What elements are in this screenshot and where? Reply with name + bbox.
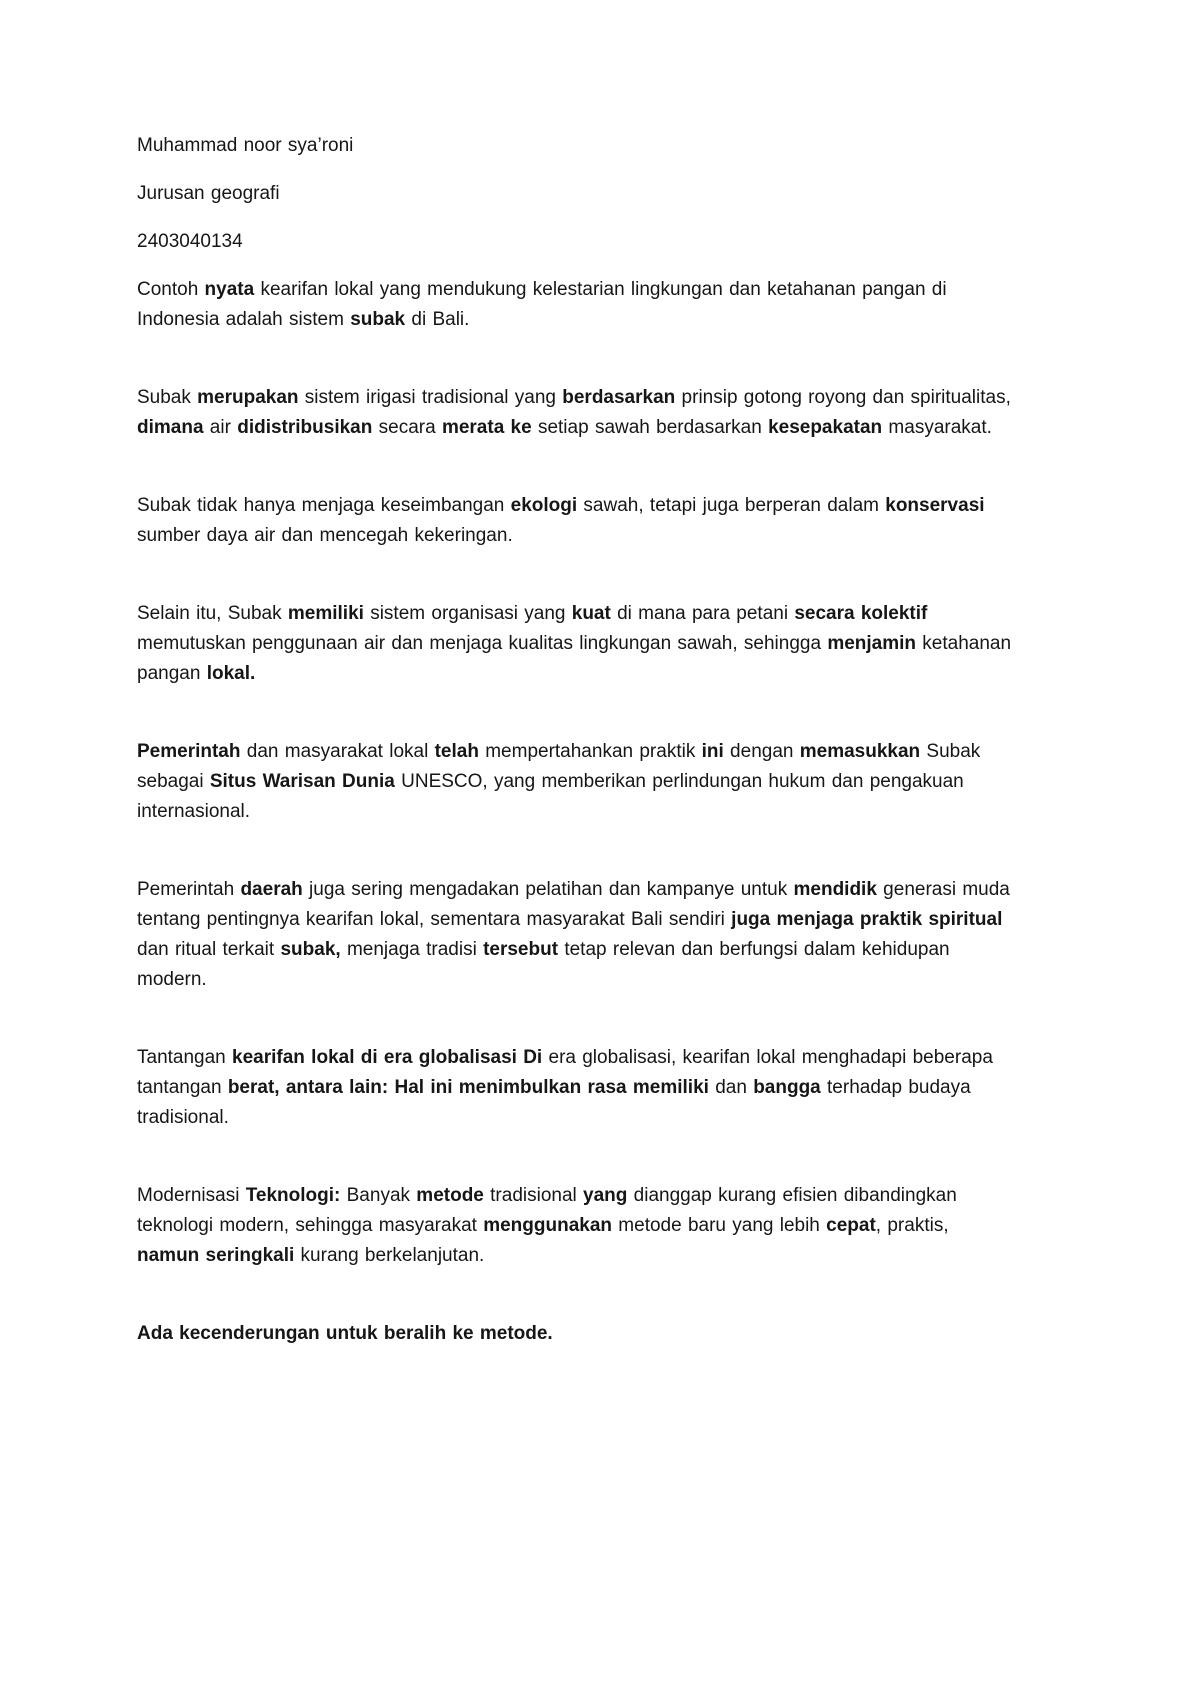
bold-text-run: ini [701,741,724,762]
department-line [137,179,1012,209]
bold-text-run: kearifan lokal di era globalisasi Di [232,1047,543,1068]
text-run: era globalisasi, kearifan lokal menghadapi beberapa tantangan [137,1047,993,1098]
student-id [137,227,1012,257]
bold-text-run: daerah [240,879,303,900]
bold-text-run: konservasi [885,495,985,516]
text-run: Subak tidak hanya menjaga keseimbangan [137,495,511,516]
text-run: tetap relevan dan berfungsi dalam kehidupan modern. [137,939,950,990]
text-run: Subak [137,387,198,408]
paragraph-subak-definition [137,383,1012,443]
bold-text-run: Situs Warisan Dunia [209,771,395,792]
text-run: dengan [723,741,800,762]
text-run: Selain itu, Subak [137,603,288,624]
bold-text-run: dimana [137,417,204,438]
paragraph-closing [137,1319,1012,1349]
bold-text-run: kesepakatan [768,417,883,438]
text-run: ketahanan pangan [137,633,1012,684]
paragraph-modernization [137,1181,1012,1271]
text-run: dan masyarakat lokal [240,741,435,762]
text-run: UNESCO, yang memberikan perlindungan hukum dan pengakuan internasional. [137,771,964,822]
text-run: sistem organisasi yang [363,603,572,624]
text-run: dianggap kurang efisien dibandingkan teknologi modern, sehingga masyarakat [137,1185,957,1236]
text-run: Muhammad noor sya’roni [137,135,354,156]
bold-text-run: merata ke [441,417,532,438]
bold-text-run: juga menjaga praktik spiritual [731,909,1003,930]
author-name [137,131,1012,161]
bold-text-run: tersebut [483,939,559,960]
bold-text-run: memiliki [287,603,364,624]
text-run: sawah, tetapi juga berperan dalam [577,495,886,516]
bold-text-run: cepat [826,1215,876,1236]
paragraph-subak-ecology [137,491,1012,551]
text-run: generasi muda tentang pentingnya kearifan lokal, sementara masyarakat Bali sendiri [137,879,1010,930]
text-run: setiap sawah berdasarkan [531,417,769,438]
text-run: kearifan lokal yang mendukung kelestarian lingkungan dan ketahanan pangan di Indonesia adalah sistem [137,279,947,330]
paragraph-subak-intro [137,275,1012,335]
bold-text-run: merupakan [197,387,299,408]
text-run: Subak sebagai [137,741,981,792]
bold-text-run: subak [350,309,406,330]
text-run: juga sering mengadakan pelatihan dan kampanye untuk [302,879,794,900]
bold-text-run: berdasarkan [562,387,676,408]
text-run: sumber daya air dan mencegah kekeringan. [137,525,513,546]
text-run: metode baru yang lebih [612,1215,827,1236]
bold-text-run: didistribusikan [237,417,373,438]
text-run: Jurusan geografi [137,183,280,204]
bold-text-run: lokal. [206,663,256,684]
paragraph-globalization-challenges [137,1043,1012,1133]
bold-text-run: bangga [753,1077,821,1098]
bold-text-run: yang [583,1185,628,1206]
bold-text-run: memasukkan [799,741,921,762]
paragraph-subak-organization [137,599,1012,689]
bold-text-run: namun seringkali [137,1245,295,1266]
text-run: air [203,417,238,438]
text-run: tradisional [483,1185,584,1206]
text-run: dan ritual terkait [137,939,281,960]
text-run: Contoh [137,279,205,300]
text-run: Pemerintah [137,879,241,900]
bold-text-run: nyata [204,279,255,300]
text-run: Modernisasi [137,1185,246,1206]
bold-text-run: menjamin [827,633,917,654]
paragraph-government-education [137,875,1012,995]
bold-text-run: mendidik [793,879,877,900]
text-run: terhadap budaya tradisional. [137,1077,971,1128]
bold-text-run: Ada kecenderungan untuk beralih ke metode. [137,1323,553,1344]
text-run: kurang berkelanjutan. [294,1245,485,1266]
text-run: prinsip gotong royong dan spiritualitas, [675,387,1011,408]
text-run: di Bali. [405,309,470,330]
text-run: dan [708,1077,754,1098]
text-run: , praktis, [875,1215,949,1236]
bold-text-run: ekologi [510,495,578,516]
text-run: masyarakat. [882,417,992,438]
bold-text-run: metode [416,1185,484,1206]
text-run: Tantangan [137,1047,233,1068]
bold-text-run: subak, [280,939,341,960]
text-run: di mana para petani [610,603,795,624]
text-run: memutuskan penggunaan air dan menjaga kualitas lingkungan sawah, sehingga [137,633,828,654]
text-run: Banyak [340,1185,417,1206]
text-run: mempertahankan praktik [478,741,702,762]
text-run: secara [372,417,442,438]
bold-text-run: menggunakan [483,1215,613,1236]
bold-text-run: Teknologi: [245,1185,341,1206]
bold-text-run: Pemerintah [137,741,241,762]
text-run: 2403040134 [137,231,243,252]
text-run: menjaga tradisi [340,939,484,960]
bold-text-run: telah [434,741,479,762]
bold-text-run: secara kolektif [794,603,928,624]
bold-text-run: kuat [571,603,611,624]
paragraph-unesco [137,737,1012,827]
bold-text-run: berat, antara lain: Hal ini menimbulkan rasa memiliki [227,1077,709,1098]
text-run: sistem irigasi tradisional yang [298,387,563,408]
